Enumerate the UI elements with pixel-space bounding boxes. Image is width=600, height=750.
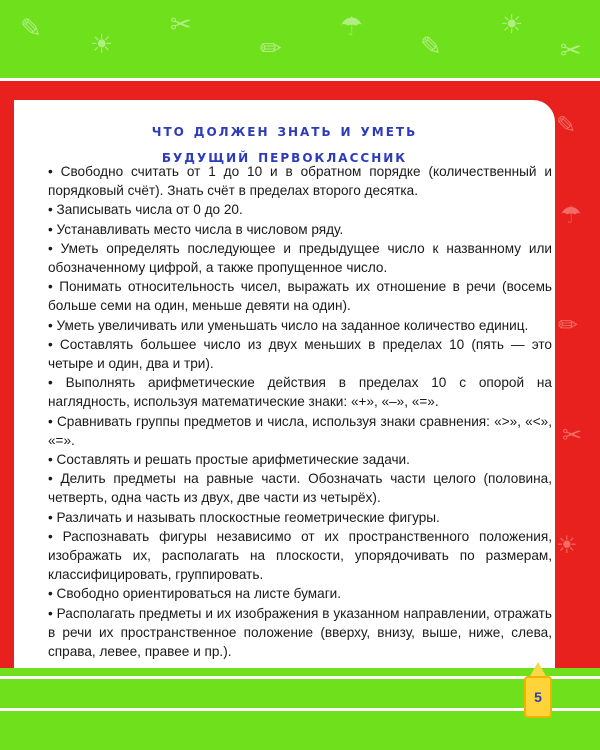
doodle-decoration: ✎ — [20, 14, 42, 44]
doodle-decoration: ✎ — [420, 32, 442, 62]
doodle-decoration: ☀ — [500, 10, 524, 40]
title-line-2: будущий первоклассник — [161, 147, 408, 167]
list-item: • Составлять большее число из двух меньших в пределах 10 (пять — это четыре и один, два и три). — [48, 336, 552, 372]
page-number-badge — [524, 676, 552, 718]
list-item: • Свободно ориентироваться на листе бумаги. — [48, 586, 342, 602]
title-line-1: что должен знать и уметь — [151, 121, 418, 141]
page-number: 5 — [534, 689, 542, 705]
doodle-decoration: ☀ — [556, 531, 578, 559]
list-item: • Устанавливать место числа в числовом ряду. — [48, 221, 344, 237]
doodle-decoration: ✏ — [260, 34, 282, 64]
list-item: • Сравнивать группы предметов и числа, используя знаки сравнения: «>», «<», «=». — [48, 413, 552, 448]
stripe-line — [0, 708, 600, 711]
doodle-decoration: ✂ — [560, 36, 582, 66]
list-item: • Записывать числа от 0 до 20. — [48, 202, 243, 218]
doodle-decoration: ☂ — [340, 12, 364, 42]
top-green-band — [0, 0, 600, 78]
doodle-decoration: ☂ — [560, 201, 582, 229]
pencil-tip — [530, 662, 546, 676]
list-item: • Свободно считать от 1 до 10 и в обратном порядке (количественный и порядковый счёт). Знать счёт в пределах второго десятка. — [48, 164, 552, 199]
list-item: • Располагать предметы и их изображения в указанном направлении, отражать в речи их пространственное положение (вверху, внизу, выше, ниже, слева, справа, левее, правее и пр.). — [48, 605, 552, 660]
doodle-decoration: ✏ — [558, 311, 579, 339]
bottom-green-strip — [0, 668, 600, 750]
list-item: • Составлять и решать простые арифметические задачи. — [48, 452, 410, 468]
list-item: • Понимать относительность чисел, выражать их отношение в речи (восемь больше семи на один, меньше девяти на один). — [48, 279, 552, 314]
skills-list — [48, 162, 552, 661]
doodle-decoration: ✂ — [170, 10, 192, 40]
doodle-decoration: ✂ — [562, 421, 583, 449]
pencil-icon — [522, 662, 554, 720]
doodle-decoration: ✎ — [556, 111, 577, 139]
list-item: • Уметь увеличивать или уменьшать число на заданное количество единиц. — [48, 317, 529, 333]
doodle-decoration: ☀ — [90, 30, 114, 60]
list-item: • Различать и называть плоскостные геометрические фигуры. — [48, 509, 440, 525]
list-item: • Уметь определять последующее и предыдущее число к названному или обозначенному цифрой, а также пропущенное число. — [48, 240, 552, 276]
list-item: • Выполнять арифметические действия в пределах 10 с опорой на наглядность, используя математические знаки: «+», «–», «=». — [48, 375, 552, 410]
list-item: • Делить предметы на равные части. Обозначать части целого (половина, четверть, одна часть из двух, две части из четырёх). — [48, 471, 552, 506]
stripe-line — [0, 676, 600, 679]
list-item: • Распознавать фигуры независимо от их пространственного положения, изображать их, располагать на плоскости, упорядочивать по размерам, классифицировать, группировать. — [48, 528, 552, 583]
